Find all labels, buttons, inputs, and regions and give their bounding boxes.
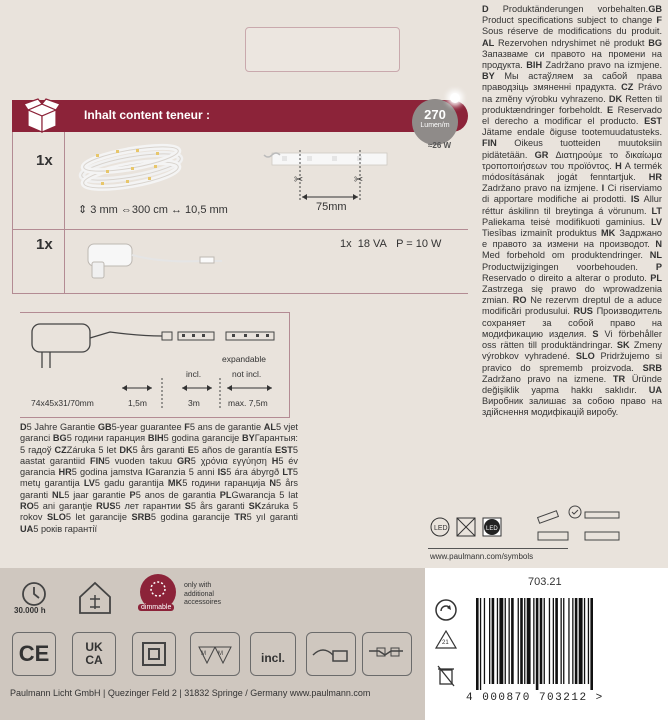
recycle-code-icon <box>434 628 458 656</box>
guarantee-code: HR <box>58 467 72 478</box>
barcode-digits <box>466 692 604 704</box>
notice-text: Pridržujemo si pravico do sprememb proizvoda. <box>482 351 662 373</box>
power-supply-icon <box>306 632 356 676</box>
cable-length: 1,5m <box>128 398 147 408</box>
notice-code: EST <box>644 116 662 127</box>
guarantee-text: 5 anos de garantia <box>135 489 220 500</box>
notice-code: I <box>601 183 605 194</box>
guarantee-code: TR <box>234 512 247 523</box>
guarantee-text: Záruka 5 let <box>66 444 120 455</box>
not-incl-label: not incl. <box>232 369 262 379</box>
notice-text: Производитель сохраняет за собой право на модификацию изделия. <box>482 306 662 339</box>
guarantee-text: 5 χρόνια εγγύηση <box>190 455 272 466</box>
guarantee-text: 5 години гаранција <box>182 478 270 489</box>
notice-code: MK <box>600 228 616 239</box>
spec-qty: 1x <box>340 238 352 250</box>
guarantee-text: 5 godina garancije <box>150 512 235 523</box>
notice-code: RO <box>512 295 527 306</box>
notice-code: BG <box>648 37 662 48</box>
notice-text: Paliekama teisė modifikuoti gaminius. <box>482 216 651 227</box>
notice-code: NL <box>649 250 662 261</box>
notice-text: Ne rezervm dreptul de a aduce modificări produsului. <box>482 295 662 317</box>
guarantee-code: E <box>187 444 194 455</box>
barcode-first-digit: 4 <box>466 692 475 704</box>
guarantee-code: MK <box>167 478 183 489</box>
notice-text: Productwijzigingen voorbehouden. <box>482 261 656 272</box>
notice-code: HR <box>648 172 662 183</box>
spec-power: P = 10 W <box>396 238 442 250</box>
guarantee-code: DK <box>119 444 133 455</box>
incl-length: 3m <box>188 398 200 408</box>
strip-height: 3 mm <box>90 204 118 216</box>
guarantee-code: SK <box>248 501 262 512</box>
guarantee-text: 5 godina jamstva <box>71 467 146 478</box>
strip-width: 10,5 mm <box>185 204 228 216</box>
notice-text: Zmeny výrobkov vyhradené. <box>482 340 662 362</box>
notice-text: Sous réserve de modifications du produit. <box>482 26 662 37</box>
svg-text:LED: LED <box>486 526 498 532</box>
guarantee-text: 5 metų garantija <box>20 467 298 489</box>
guarantee-text: 5 év garancia <box>20 455 298 478</box>
guarantee-text: 5 години гаранция <box>66 433 148 444</box>
guarantee-code: BY <box>242 433 255 444</box>
guarantee-code: RO <box>20 501 34 512</box>
double-insulation-icon <box>132 632 176 676</box>
guarantee-text: 5-year guarantee <box>111 422 185 432</box>
notice-text: Reservado o direito a alterar o produto. <box>482 272 651 283</box>
notice-code: SRB <box>642 362 662 373</box>
svg-text:21: 21 <box>442 640 449 646</box>
guarantee-code: GB <box>97 422 112 432</box>
guarantee-code: LV <box>83 478 95 489</box>
strip-length: 300 cm <box>131 204 168 216</box>
notice-text: Jätame endale õiguse tootemuudatusteks. <box>482 127 662 138</box>
led-strip-roll-image <box>76 140 186 195</box>
guarantee-text: 5 vjet garanci <box>20 422 298 444</box>
row2-qty: 1x <box>36 236 53 253</box>
content-title: Inhalt content teneur : <box>84 108 210 122</box>
article-number: 703.21 <box>528 576 562 588</box>
guarantee-code: BIH <box>147 433 164 444</box>
svg-text:M: M <box>201 651 206 657</box>
notice-text: Διατηρούμε το δικαίωμα τροποποιήσεων του προϊόντος. <box>482 149 662 171</box>
notice-code: PL <box>650 272 662 283</box>
guarantee-code: I <box>145 467 149 478</box>
notice-text: Мы астаўляем за сабой права праводзіць змяненні прадукта. <box>482 71 662 93</box>
qty-divider <box>64 132 65 294</box>
notice-text: Reservado el derecho a modificar el producto. <box>482 104 663 127</box>
notice-code: DK <box>608 93 623 104</box>
guarantee-text: 5 godina garancije <box>163 433 243 444</box>
notice-code: TR <box>612 373 626 384</box>
incl-label: incl. <box>186 369 202 379</box>
svg-text:✂: ✂ <box>294 174 304 186</box>
guarantee-code: BG <box>52 433 67 444</box>
guarantee-text: 5 års garanti <box>20 478 298 500</box>
guarantee-text: 5 ans de garantie <box>189 422 264 432</box>
notice-code: IS <box>630 194 640 205</box>
watts-label: ≈26 W <box>428 141 452 150</box>
spec-va: 18 VA <box>357 238 387 250</box>
mm-furniture-icon <box>190 632 240 676</box>
notice-code: P <box>655 261 662 272</box>
notice-text: Zadržano pravo na izmene. <box>482 373 613 384</box>
guarantee-code: PL <box>219 489 232 500</box>
guarantee-text: 5 років гарантії <box>33 523 98 534</box>
svg-text:✂: ✂ <box>354 174 364 186</box>
notice-code: UA <box>648 384 662 395</box>
notice-code: S <box>592 328 599 339</box>
guarantee-text: 5 års garanti <box>190 501 249 512</box>
guarantee-text: 5 ára ábyrgð <box>226 467 283 478</box>
guarantee-code: FIN <box>89 455 105 466</box>
guarantee-text: 5 jaar garantie <box>64 489 130 500</box>
notice-text: Allur réttur áskilinn til breytinga á vörunum. <box>482 194 662 216</box>
barcode-bars <box>476 598 646 690</box>
guarantee-text <box>20 422 298 535</box>
barcode-group1: 000870 <box>482 692 531 704</box>
guarantee-text: 5 aastat garantiid <box>20 444 298 466</box>
notice-text: Виробник залишає за собою право на здійснення модифікацій виробу. <box>482 396 662 418</box>
guarantee-text: 5 años de garantía <box>193 444 275 455</box>
led-included-icon <box>250 632 296 676</box>
product-change-notice <box>482 4 662 419</box>
height-arrow-icon: ⇕ <box>78 204 88 216</box>
guarantee-text: Гарантыя: 5 гадоў <box>20 433 298 455</box>
guarantee-code: D <box>20 422 27 432</box>
waste-bin-icon <box>436 664 456 688</box>
notice-text: Zastrzega się prawo do wprowadzenia zmian. <box>482 284 662 306</box>
sparkle-icon <box>450 93 460 103</box>
guarantee-text: 5 лет гарантии <box>115 501 185 512</box>
notice-code: D <box>482 4 489 14</box>
guarantee-code: RUS <box>96 501 116 512</box>
guarantee-code: NL <box>51 489 65 500</box>
row1-qty: 1x <box>36 152 53 169</box>
guarantee-text: 5 gadu garantija <box>94 478 168 489</box>
notice-code: CZ <box>621 82 634 93</box>
guarantee-code: SRB <box>131 512 151 523</box>
svg-text:LED: LED <box>434 525 448 532</box>
notice-text: Retten til produktændringer forbeholdt. <box>482 93 663 115</box>
notice-text: Oikeus tuotteiden muutoksiin pidätetään. <box>482 138 662 160</box>
guarantee-code: H <box>271 455 279 466</box>
guarantee-text: Garanzia 5 anni <box>148 467 218 478</box>
lumen-unit: Lumen/m <box>420 122 450 129</box>
adapter-size: 74x45x31/70mm <box>31 398 94 408</box>
symbols-url[interactable]: www.paulmann.com/symbols <box>430 552 534 561</box>
guarantee-text: 5 yıl garanti <box>246 512 298 523</box>
barcode-group2: 703212 <box>538 692 588 704</box>
guarantee-code: EST <box>275 444 293 455</box>
notice-code: FIN <box>482 138 497 149</box>
width-arrow-icon: ↔ <box>170 204 182 216</box>
guarantee-text: 5 års garanti <box>132 444 188 455</box>
notice-text: Запазваме си правото на промени на продукта. <box>482 48 662 71</box>
guarantee-text: 5 let garancije <box>65 512 132 523</box>
lumen-value: 270 <box>424 107 446 122</box>
notice-code: H <box>615 160 622 171</box>
svg-text:M: M <box>218 651 223 657</box>
guarantee-code: F <box>184 422 190 432</box>
guarantee-code: UA <box>20 523 34 534</box>
notice-text: Tiesības izmainīt produktus <box>482 228 601 239</box>
notice-text: Задржано е правото за измени на производот. <box>482 228 663 250</box>
guarantee-text: 5 vuoden takuu <box>104 455 177 466</box>
connector-icon <box>362 632 412 676</box>
guarantee-code: SLO <box>46 512 66 523</box>
barcode-end: > <box>595 692 604 704</box>
notice-text: Product specifications subject to change <box>482 15 657 26</box>
guarantee-code: GR <box>177 455 191 466</box>
notice-text: Üründe değişiklik yapma hakkı saklıdır. <box>482 373 662 395</box>
max-length: max. 7,5m <box>228 398 268 408</box>
notice-code: GB <box>648 4 662 14</box>
notice-text: A termék módosításának jogát fenntartjuk. <box>482 160 663 183</box>
length-arrow-icon: ⇔ <box>120 204 132 216</box>
guarantee-code: N <box>269 478 277 489</box>
cut-length: 75mm <box>316 201 347 213</box>
notice-code: RUS <box>573 306 593 317</box>
adapter-specs <box>340 238 441 250</box>
notice-code: BY <box>482 71 495 82</box>
notice-code: SLO <box>575 351 595 362</box>
dimmable-label: dimmable <box>138 604 174 611</box>
recycling-icon <box>434 598 458 622</box>
notice-code: SK <box>616 340 630 351</box>
installation-icons <box>530 500 640 550</box>
content-banner <box>12 100 468 132</box>
guarantee-code: CZ <box>54 444 67 455</box>
notice-code: F <box>656 15 662 26</box>
notice-text: Produktänderungen vorbehalten. <box>488 4 649 14</box>
company-footer: Paulmann Licht GmbH | Quezinger Feld 2 | 31832 Springe / Germany www.paulmann.com <box>10 688 371 698</box>
box-icon <box>22 96 62 136</box>
led-symbols-icon <box>428 512 508 542</box>
notice-code: E <box>606 104 614 115</box>
notice-code: GR <box>534 149 549 160</box>
guarantee-code: P <box>129 489 136 500</box>
guarantee-text: 5 Jahre Garantie <box>26 422 98 432</box>
notice-text: Zadržano pravo na izmjene. <box>542 60 663 71</box>
notice-text: Med forbehold om produktendringer. <box>482 250 650 261</box>
guarantee-code: AL <box>263 422 276 432</box>
notice-text: Ci riserviamo di apportare modifiche ai prodotti. <box>482 183 663 205</box>
label-box <box>245 27 400 72</box>
symbols-divider <box>428 548 568 549</box>
notice-text: Právo na změny výrobku vyhrazeno. <box>482 82 662 104</box>
guarantee-code: LT <box>282 467 293 478</box>
house-connection-icon <box>74 577 116 617</box>
ce-mark-icon: CE <box>12 632 56 676</box>
guarantee-code: S <box>184 501 191 512</box>
power-adapter-image <box>80 238 230 283</box>
notice-text: Vi förbehåller oss rätten till produktändringar. <box>482 328 662 351</box>
row-divider <box>12 229 468 230</box>
strip-dimensions <box>78 203 228 216</box>
notice-code: BIH <box>526 60 543 71</box>
notice-code: LT <box>651 205 662 216</box>
guarantee-text: Gwarancja 5 lat <box>231 489 298 500</box>
barcode <box>476 598 646 695</box>
guarantee-code: IS <box>217 467 227 478</box>
expandable-label: expandable <box>222 354 266 364</box>
guarantee-text: záruka 5 rokov <box>20 501 299 523</box>
hours-label: 30.000 h <box>14 606 46 615</box>
notice-text: Rezervohen ndryshimet në produkt <box>494 37 649 48</box>
incl-icon-label: incl. <box>260 651 285 665</box>
notice-code: AL <box>482 37 495 48</box>
notice-code: LV <box>650 216 662 227</box>
notice-code: N <box>655 239 662 250</box>
dimmable-note: only with additional accessoires <box>184 582 221 606</box>
ukca-mark-icon: UK CA <box>72 632 116 676</box>
guarantee-text: 5 ani garanţie <box>33 501 97 512</box>
notice-text: Zadržano pravo na izmjene. <box>482 183 602 194</box>
